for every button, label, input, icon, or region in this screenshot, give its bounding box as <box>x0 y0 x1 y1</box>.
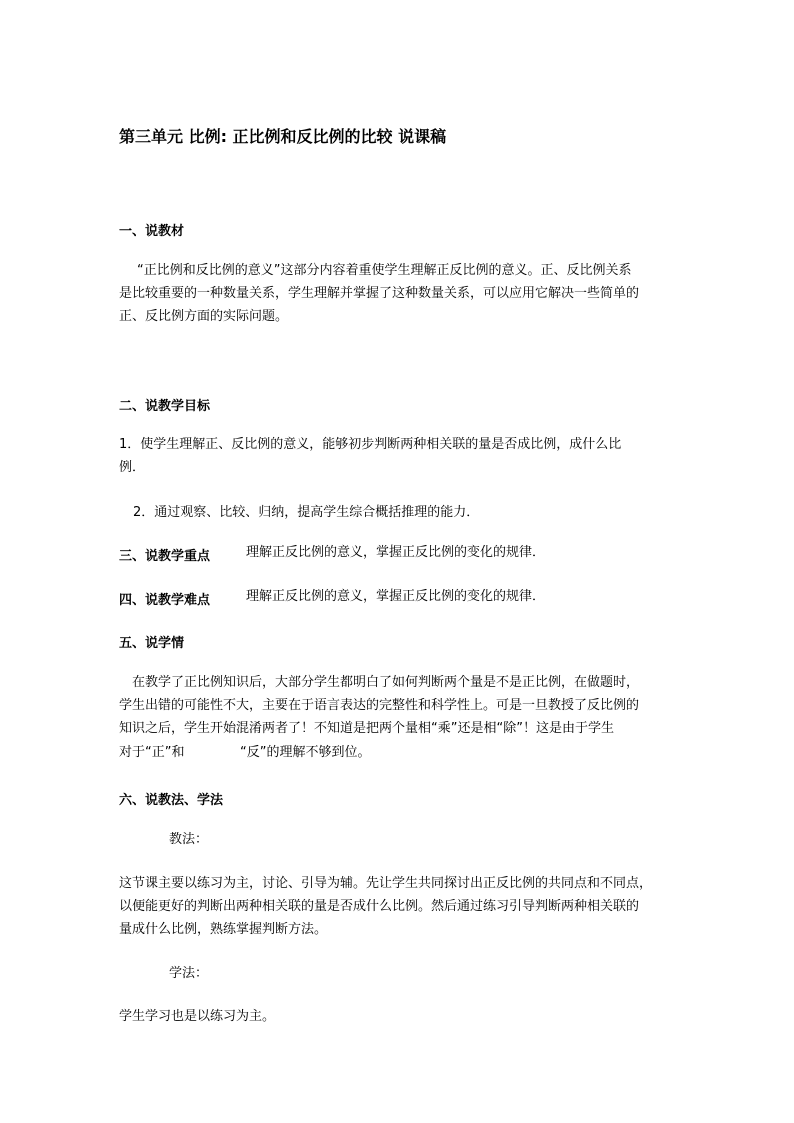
teaching-method-label: 教法： <box>169 832 209 847</box>
learning-method-label: 学法： <box>169 966 209 981</box>
paragraph-line: 以便能更好的判断出两种相关联的量是否成什么比例。然后通过练习引导判断两种相关联的 <box>119 899 640 914</box>
paragraph-line: 知识之后，学生开始混淆两者了！不知道是把两个量相“乘”还是相“除”！这是由于学生 <box>119 721 614 736</box>
page-title: 第三单元 比例: 正比例和反比例的比较 说课稿 <box>119 127 447 146</box>
difficulties-text: 理解正反比例的意义，掌握正反比例的变化的规律． <box>246 589 546 604</box>
section-heading-textbook: 一、说教材 <box>119 224 185 239</box>
section-heading-difficulties: 四、说教学难点 <box>119 593 211 608</box>
goal-item-2: 2．通过观察、比较、归纳，提高学生综合概括推理的能力． <box>133 505 480 520</box>
paragraph-line: 是比较重要的一种数量关系，学生理解并掌握了这种数量关系，可以应用它解决一些简单的 <box>119 286 640 301</box>
key-points-text: 理解正反比例的意义，掌握正反比例的变化的规律． <box>246 545 546 560</box>
goal-item-1-line: 例． <box>119 460 146 475</box>
paragraph-line: “反”的理解不够到位。 <box>240 745 371 760</box>
paragraph-line: 量成什么比例，熟练掌握判断方法。 <box>119 922 328 937</box>
paragraph-line: 正、反比例方面的实际问题。 <box>119 309 289 324</box>
section-heading-students: 五、说学情 <box>119 636 185 651</box>
section-heading-goals: 二、说教学目标 <box>119 399 211 414</box>
paragraph-line: “正比例和反比例的意义”这部分内容着重使学生理解正反比例的意义。正、反比例关系 <box>137 263 632 278</box>
section-heading-methods: 六、说教法、学法 <box>119 793 224 808</box>
goal-item-1-line: 1．使学生理解正、反比例的意义，能够初步判断两种相关联的量是否成比例，成什么比 <box>119 437 622 452</box>
section-heading-key-points: 三、说教学重点 <box>119 549 211 564</box>
learning-method-text: 学生学习也是以练习为主。 <box>119 1009 276 1024</box>
paragraph-line: 这节课主要以练习为主，讨论、引导为辅。先让学生共同探讨出正反比例的共同点和不同点， <box>119 876 653 891</box>
paragraph-line: 对于“正”和 <box>119 745 185 760</box>
paragraph-line: 在教学了正比例知识后，大部分学生都明白了如何判断两个量是不是正比例，在做题时， <box>132 675 640 690</box>
paragraph-line: 学生出错的可能性不大，主要在于语言表达的完整性和科学性上。可是一旦教授了反比例的 <box>119 698 640 713</box>
